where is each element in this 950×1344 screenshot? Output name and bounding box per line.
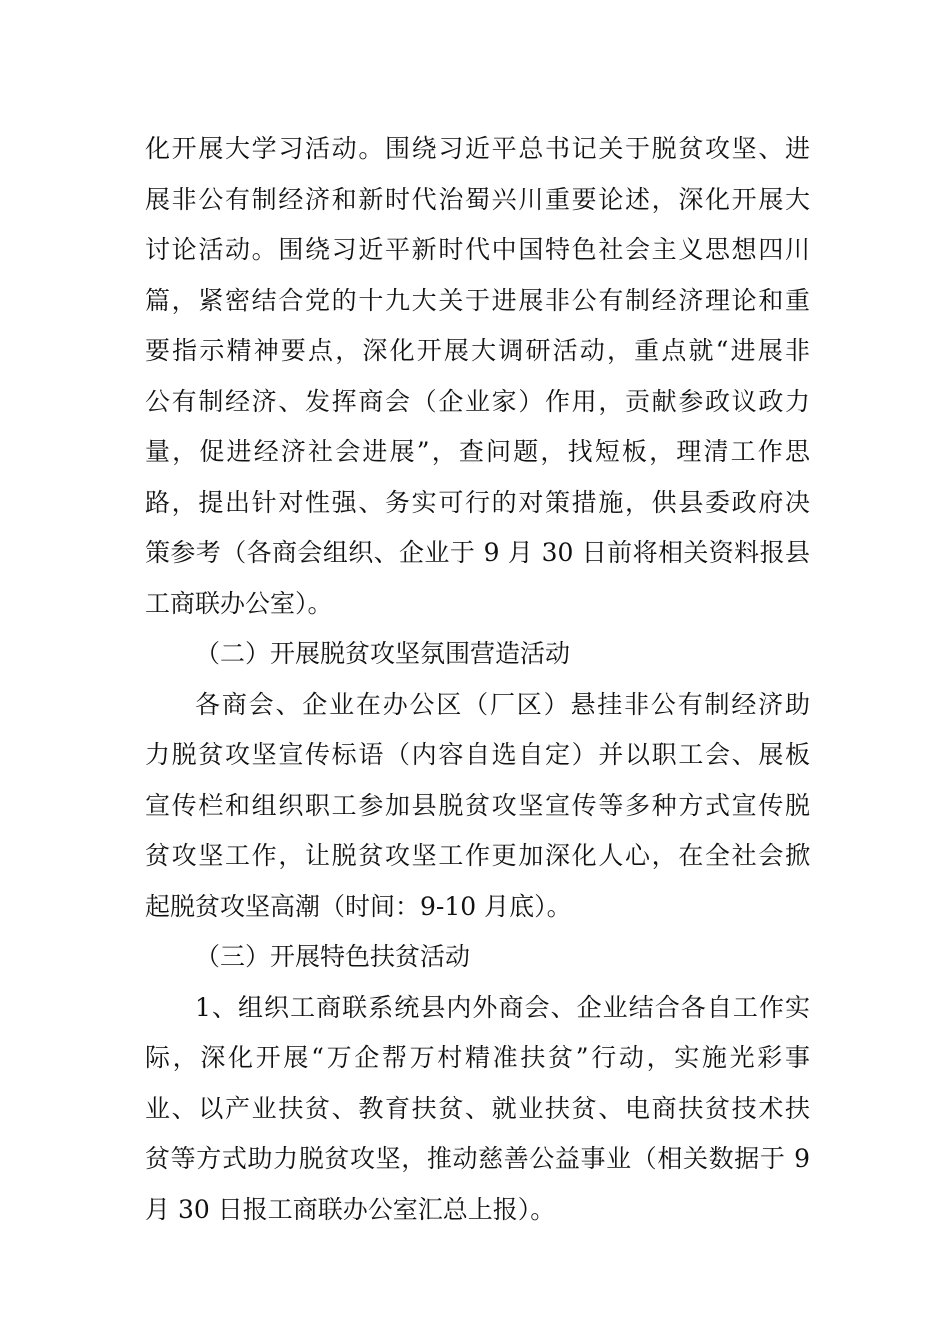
paragraph-line-1: 化开展大学习活动。围绕习近平总书记关于脱贫攻坚、进 — [145, 134, 810, 163]
paragraph-line-8: 路，提出针对性强、务实可行的对策措施，供县委政府决 — [145, 487, 810, 517]
paragraph-line-5: 要指示精神要点，深化开展大调研活动，重点就“进展非 — [145, 336, 810, 365]
paragraph-line-4: 篇，紧密结合党的十九大关于进展非公有制经济理论和重 — [145, 285, 810, 315]
paragraph-line-2: 展非公有制经济和新时代治蜀兴川重要论述，深化开展大 — [145, 184, 810, 214]
paragraph-line-22: 月 30 日报工商联办公室汇总上报）。 — [145, 1194, 556, 1224]
paragraph-line-7: 量，促进经济社会进展”，查问题，找短板，理清工作思 — [145, 437, 810, 466]
paragraph-line-13: 力脱贫攻坚宣传标语（内容自选自定）并以职工会、展板 — [145, 740, 810, 769]
paragraph-line-10: 工商联办公室）。 — [145, 588, 333, 618]
paragraph-line-6: 公有制经济、发挥商会（企业家）作用，贡献参政议政力 — [145, 386, 810, 416]
paragraph-line-14: 宣传栏和组织职工参加县脱贫攻坚宣传等多种方式宣传脱 — [145, 790, 810, 820]
paragraph-line-12: 各商会、企业在办公区（厂区）悬挂非公有制经济助 — [195, 689, 810, 719]
paragraph-line-16: 起脱贫攻坚高潮（时间：9-10 月底）。 — [145, 891, 572, 921]
paragraph-line-19: 际，深化开展“万企帮万村精准扶贫”行动，实施光彩事 — [145, 1043, 810, 1072]
paragraph-line-3: 讨论活动。围绕习近平新时代中国特色社会主义思想四川 — [145, 235, 810, 264]
paragraph-line-9: 策参考（各商会组织、企业于 9 月 30 日前将相关资料报县 — [145, 538, 810, 567]
paragraph-line-15: 贫攻坚工作，让脱贫攻坚工作更加深化人心，在全社会掀 — [145, 841, 810, 870]
section-heading-3: （三）开展特色扶贫活动 — [195, 942, 471, 971]
paragraph-line-20: 业、以产业扶贫、教育扶贫、就业扶贫、电商扶贫技术扶 — [145, 1093, 810, 1123]
paragraph-line-18: 1、组织工商联系统县内外商会、企业结合各自工作实 — [195, 992, 810, 1022]
document-body — [145, 124, 810, 1235]
section-heading-2: （二）开展脱贫攻坚氛围营造活动 — [195, 639, 571, 668]
paragraph-line-21: 贫等方式助力脱贫攻坚，推动慈善公益事业（相关数据于 9 — [145, 1144, 810, 1173]
